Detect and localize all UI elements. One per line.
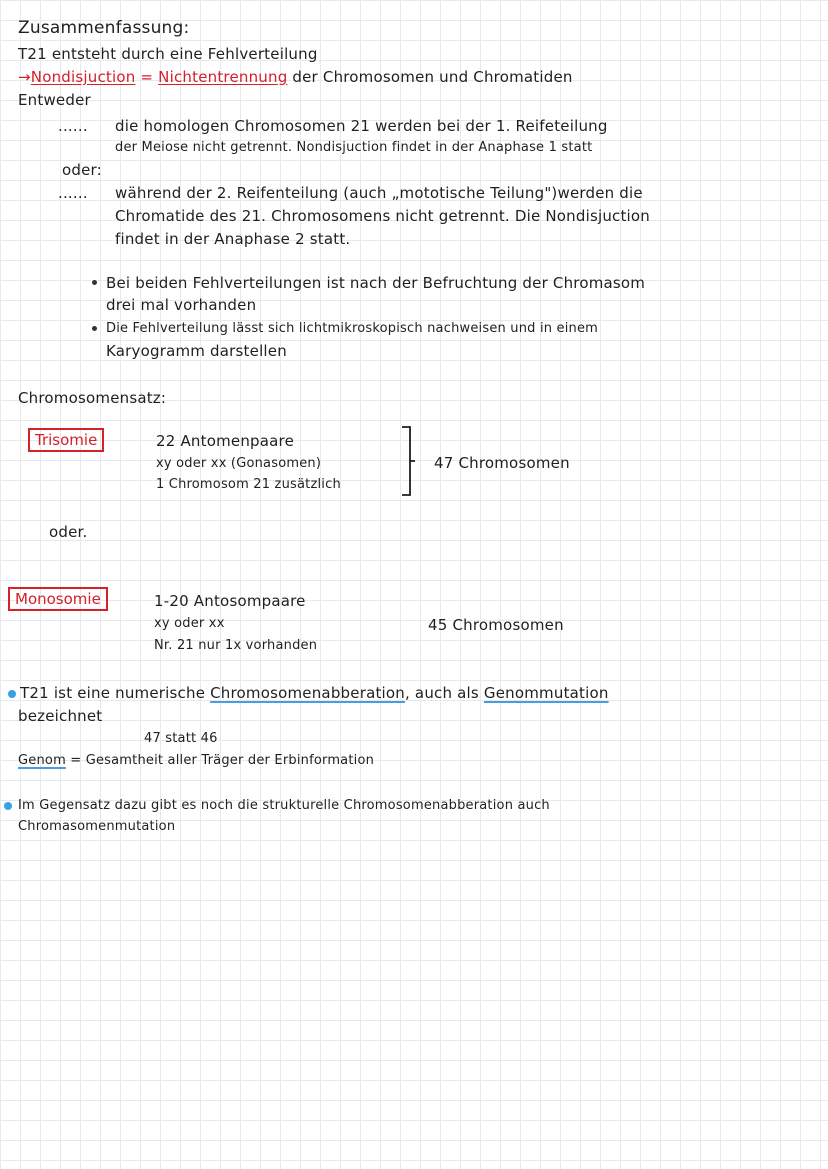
nondisjunction-term: Nondisjuction xyxy=(30,68,136,86)
gegensatz-line1: Im Gegensatz dazu gibt es noch die strukturelle Chromosomenabberation auch xyxy=(18,798,550,813)
gegensatz-line2: Chromasomenmutation xyxy=(18,819,176,834)
option2-line3: findet in der Anaphase 2 statt. xyxy=(115,230,351,248)
option1-line2: der Meiose nicht getrennt. Nondisjuction findet in der Anaphase 1 statt xyxy=(115,140,593,155)
bullet-2-line1: Die Fehlverteilung lässt sich lichtmikroskopisch nachweisen und in einem xyxy=(106,321,599,336)
trisomie-line3: 1 Chromosom 21 zusätzlich xyxy=(156,477,341,492)
monosomie-line1: 1-20 Antosompaare xyxy=(154,592,306,610)
t21-pre: T21 ist eine numerische xyxy=(20,684,211,702)
bullet-1-line1: Bei beiden Fehlverteilungen ist nach der Befruchtung der Chromasom xyxy=(106,274,646,292)
oder-label-1: oder: xyxy=(62,161,102,179)
intro-nondisjunction-line xyxy=(18,68,573,86)
bullet-1-line2: drei mal vorhanden xyxy=(106,296,257,314)
equals-sign: = xyxy=(135,68,159,86)
blue-bullet xyxy=(4,802,12,810)
monosomie-line3: Nr. 21 nur 1x vorhanden xyxy=(154,638,318,653)
option2-dots: ...... xyxy=(58,184,88,202)
option2-line1: während der 2. Reifenteilung (auch „mototische Teilung")werden die xyxy=(115,184,643,202)
t21-mid: , auch als xyxy=(405,684,484,702)
genom-term: Genom xyxy=(18,753,66,768)
bullet-2-line2: Karyogramm darstellen xyxy=(106,342,287,360)
monosomie-label: Monosomie xyxy=(8,587,108,611)
option2-line2: Chromatide des 21. Chromosomens nicht getrennt. Die Nondisjuction xyxy=(115,207,651,225)
chromosomensatz-heading: Chromosomensatz: xyxy=(18,389,167,407)
t21-line2: bezeichnet xyxy=(18,707,103,725)
trisomie-total: 47 Chromosomen xyxy=(434,454,570,472)
monosomie-line2: xy oder xx xyxy=(154,616,225,631)
blue-bullet xyxy=(8,690,16,698)
intro-rest: der Chromosomen und Chromatiden xyxy=(287,68,573,86)
statt-note: 47 statt 46 xyxy=(144,731,218,746)
right-bracket-icon xyxy=(398,424,418,498)
option1-dots: ...... xyxy=(58,117,88,135)
genom-def: = Gesamtheit aller Träger der Erbinformation xyxy=(65,753,375,768)
trisomie-line1: 22 Antomenpaare xyxy=(156,432,294,450)
monosomie-total: 45 Chromosomen xyxy=(428,616,564,634)
bullet-dot xyxy=(92,280,97,285)
chromosomenabberation-term: Chromosomenabberation xyxy=(210,684,405,702)
nichttrennung-term: Nichtentrennung xyxy=(158,68,288,86)
genom-definition xyxy=(18,752,374,770)
page-heading: Zusammenfassung: xyxy=(18,18,190,38)
trisomie-line2: xy oder xx (Gonasomen) xyxy=(156,456,322,471)
option1-line1: die homologen Chromosomen 21 werden bei der 1. Reifeteilung xyxy=(115,117,608,135)
bullet-dot xyxy=(92,326,97,331)
trisomie-label: Trisomie xyxy=(28,428,104,452)
intro-line: T21 entsteht durch eine Fehlverteilung xyxy=(18,45,318,63)
oder-label-2: oder. xyxy=(49,523,88,541)
genommutation-term: Genommutation xyxy=(483,684,609,702)
entweder-label: Entweder xyxy=(18,91,91,109)
t21-line1 xyxy=(20,684,609,702)
arrow-icon: → xyxy=(18,68,31,86)
